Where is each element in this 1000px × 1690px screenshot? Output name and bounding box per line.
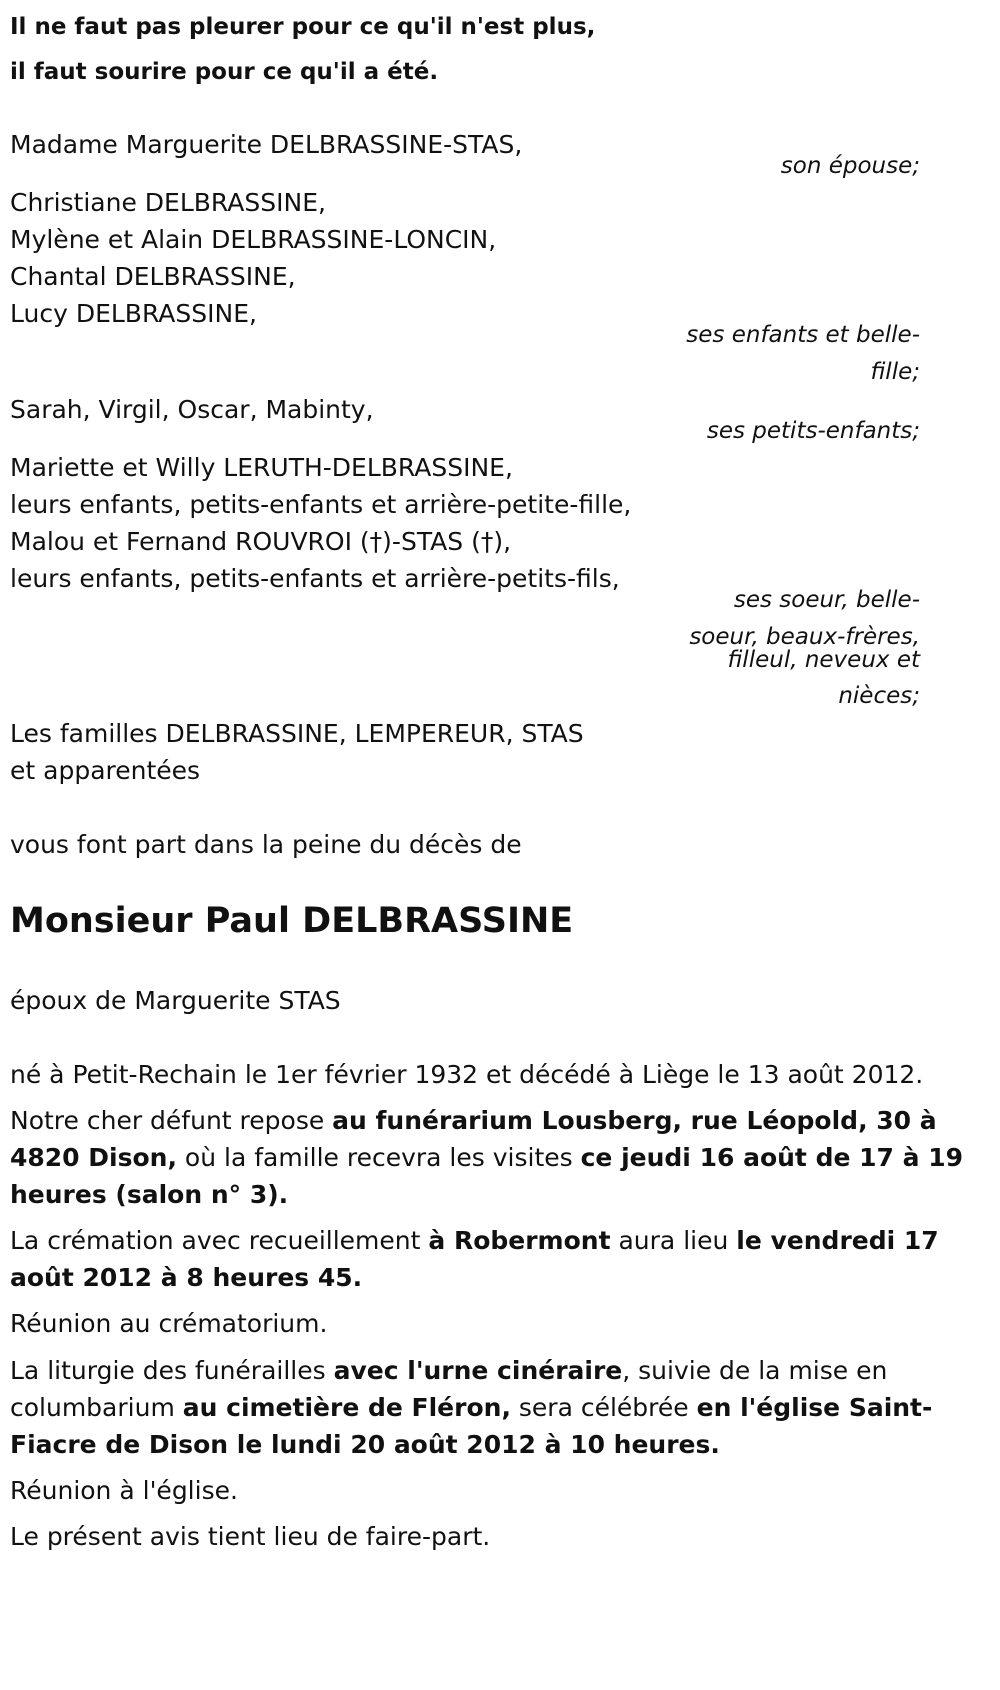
birth-death: né à Petit-Rechain le 1er février 1932 et décédé à Liège le 13 août 2012. (10, 1060, 924, 1089)
liturgy-text: columbarium (10, 1393, 183, 1422)
cremation-place: à Robermont (428, 1226, 611, 1255)
visit-salon: heures (salon n° 3). (10, 1180, 289, 1209)
liturgy-line-3 (10, 1425, 720, 1465)
cremation-text: aura lieu (610, 1226, 737, 1255)
announcement: vous font part dans la peine du décès de (10, 830, 522, 859)
grandchildren-relation: ses petits-enfants; (706, 418, 920, 444)
cremation-text: La crémation avec recueillement (10, 1226, 429, 1255)
liturgy-text: La liturgie des funérailles (10, 1356, 334, 1385)
reunion-crematorium: Réunion au crématorium. (10, 1309, 328, 1338)
spouse-name: Madame Marguerite DELBRASSINE-STAS, (10, 130, 523, 159)
siblings-relation: nièces; (838, 683, 920, 709)
funerarium-address: au funérarium Lousberg, rue Léopold, 30 à (332, 1106, 937, 1135)
reunion-church: Réunion à l'église. (10, 1476, 238, 1505)
sibling-line: leurs enfants, petits-enfants et arrière-petite-fille, (10, 490, 632, 519)
siblings-relation: ses soeur, belle- (733, 587, 920, 613)
church: en l'église Saint- (696, 1393, 933, 1422)
liturgy-text: sera célébrée (510, 1393, 697, 1422)
spouse-relation: son épouse; (780, 153, 920, 179)
closing-note: Le présent avis tient lieu de faire-part. (10, 1522, 491, 1551)
liturgy-line-1 (10, 1351, 887, 1391)
rest-line-2 (10, 1138, 963, 1178)
child-name: Lucy DELBRASSINE, (10, 299, 257, 328)
liturgy-date: Fiacre de Dison le lundi 20 août 2012 à 10 heures. (10, 1430, 720, 1459)
visit-time: ce jeudi 16 août de 17 à 19 (580, 1143, 963, 1172)
cemetery: au cimetière de Fléron, (182, 1393, 511, 1422)
rest-text: Notre cher défunt repose (10, 1106, 333, 1135)
liturgy-urn: avec l'urne cinéraire (333, 1356, 623, 1385)
cremation-line-1 (10, 1221, 939, 1261)
sibling-line: leurs enfants, petits-enfants et arrière-petits-fils, (10, 564, 620, 593)
quote-line-2: il faut sourire pour ce qu'il a été. (10, 59, 439, 85)
deceased-name: Monsieur Paul DELBRASSINE (10, 901, 574, 941)
sibling-line: Mariette et Willy LERUTH-DELBRASSINE, (10, 453, 513, 482)
spouse-of: époux de Marguerite STAS (10, 986, 341, 1015)
children-relation: fille; (870, 359, 920, 385)
cremation-line-2 (10, 1258, 362, 1298)
cremation-date: le vendredi 17 (736, 1226, 939, 1255)
liturgy-line-2 (10, 1388, 932, 1428)
rest-line-1 (10, 1101, 937, 1141)
quote-line-1: Il ne faut pas pleurer pour ce qu'il n'est plus, (10, 14, 596, 40)
families-line: et apparentées (10, 756, 201, 785)
funerarium-city: 4820 Dison, (10, 1143, 177, 1172)
cremation-time: août 2012 à 8 heures 45. (10, 1263, 363, 1292)
grandchildren-names: Sarah, Virgil, Oscar, Mabinty, (10, 395, 374, 424)
child-name: Christiane DELBRASSINE, (10, 188, 326, 217)
children-relation: ses enfants et belle- (686, 322, 920, 348)
families-line: Les familles DELBRASSINE, LEMPEREUR, STAS (10, 719, 584, 748)
siblings-relation: filleul, neveux et (727, 647, 920, 673)
rest-text: où la famille recevra les visites (176, 1143, 581, 1172)
rest-line-3 (10, 1175, 288, 1215)
child-name: Chantal DELBRASSINE, (10, 262, 296, 291)
liturgy-text: , suivie de la mise en (622, 1356, 888, 1385)
child-name: Mylène et Alain DELBRASSINE-LONCIN, (10, 225, 497, 254)
sibling-line: Malou et Fernand ROUVROI (†)-STAS (†), (10, 527, 512, 556)
siblings-relation: soeur, beaux-frères, (689, 624, 920, 650)
